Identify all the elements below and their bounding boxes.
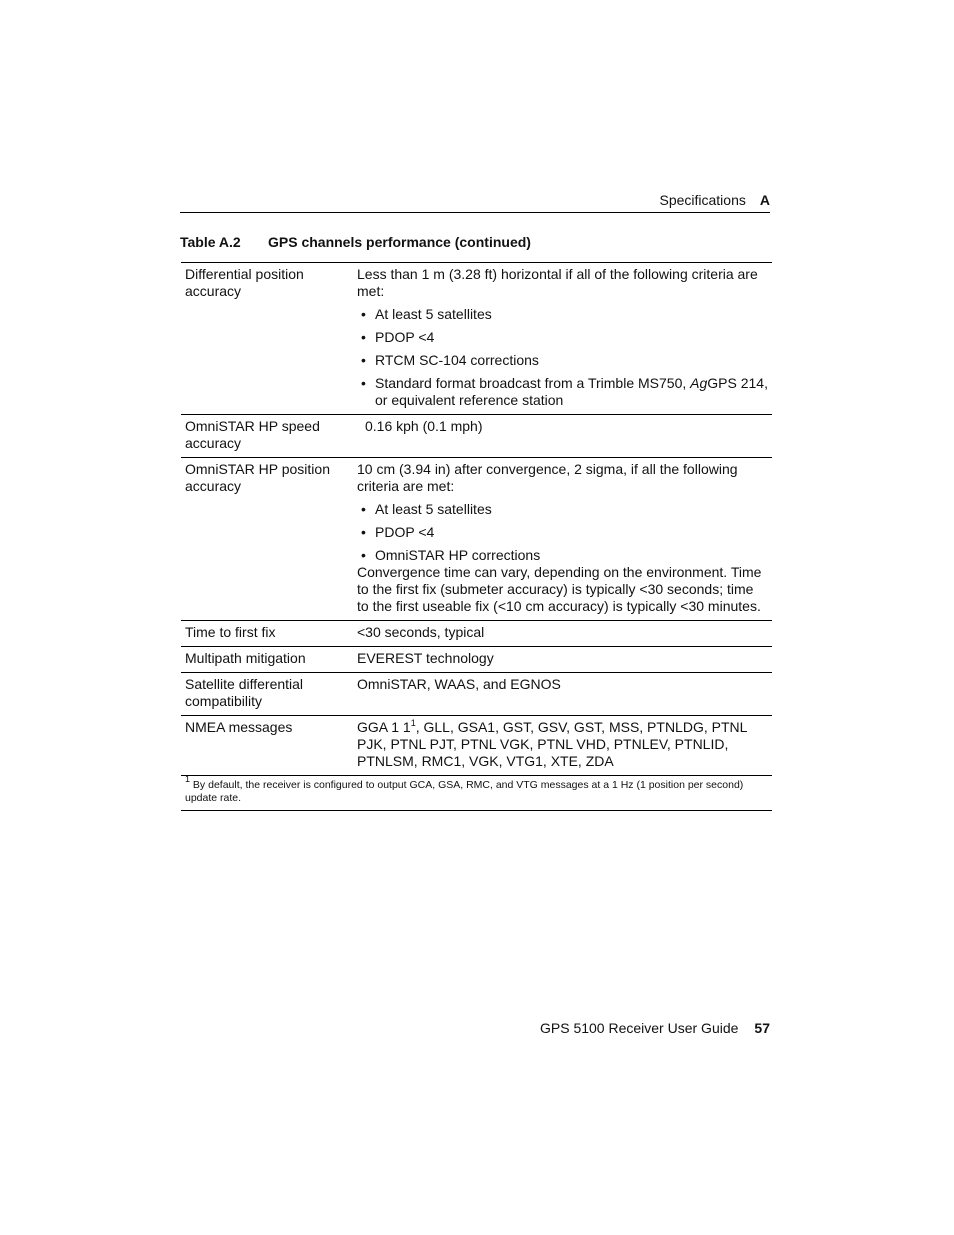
- table-row: [181, 716, 772, 776]
- table-row: [181, 263, 772, 415]
- list-item: • At least 5 satellites: [361, 306, 492, 322]
- list-item: • PDOP <4: [361, 524, 435, 540]
- footnote-reference: 1: [410, 718, 416, 728]
- convergence-note: Convergence time can vary, depending on the environment. Time to the first fix (submeter accuracy) is typically <30 seconds; time to the first useable fix (<10 cm accuracy) is typically <30 minutes.: [357, 564, 762, 614]
- row-intro: 10 cm (3.94 in) after convergence, 2 sigma, if all the following criteria are met:: [357, 461, 738, 494]
- table-row: [181, 673, 772, 716]
- bullet-icon: •: [361, 306, 366, 322]
- header-section: Specifications: [659, 192, 746, 208]
- table-row: [181, 458, 772, 621]
- table-footnote-row: [181, 776, 772, 811]
- row-intro: Less than 1 m (3.28 ft) horizontal if all of the following criteria are met:: [357, 266, 758, 299]
- criteria-list: [357, 306, 768, 409]
- row-label: OmniSTAR HP position accuracy: [181, 458, 353, 621]
- row-value: GGA 1 $1^1$, GLL, GSA1, GST, GSV, GST, MSS, PTNLDG, PTNL PJK, PTNL PJT, PTNL VGK, PTNL VHD, PTNLEV, PTNLID, PTNLSM, RMC1, VGK, VTG1, XTE, ZDA: [353, 716, 772, 776]
- table-row: [181, 647, 772, 673]
- specifications-table: [181, 262, 772, 811]
- table-caption: [180, 234, 531, 250]
- bullet-icon: •: [361, 352, 366, 368]
- row-value: OmniSTAR, WAAS, and EGNOS: [353, 673, 772, 716]
- table-title: GPS channels performance (continued): [268, 234, 531, 250]
- row-value: <30 seconds, typical: [353, 621, 772, 647]
- row-label: Multipath mitigation: [181, 647, 353, 673]
- row-label: Differential position accuracy: [181, 263, 353, 415]
- bullet-icon: •: [361, 375, 366, 391]
- bullet-icon: •: [361, 547, 366, 563]
- row-label: OmniSTAR HP speed accuracy: [181, 415, 353, 458]
- page-number: 57: [754, 1020, 770, 1036]
- bullet-icon: •: [361, 501, 366, 517]
- header-rule: [180, 212, 770, 213]
- list-item: • OmniSTAR HP corrections: [361, 547, 541, 563]
- row-value: [353, 263, 772, 415]
- table-row: [181, 621, 772, 647]
- footer-title: GPS 5100 Receiver User Guide: [539, 1020, 739, 1036]
- criteria-list: [357, 501, 768, 564]
- running-footer: [180, 1020, 770, 1036]
- header-appendix-letter: A: [759, 192, 770, 208]
- row-value: [353, 458, 772, 621]
- row-value: EVEREST technology: [353, 647, 772, 673]
- list-item: • Standard format broadcast from a Trimble MS750, AgGPS 214, or equivalent reference station: [361, 375, 768, 408]
- list-item: • PDOP <4: [361, 329, 435, 345]
- running-header: [180, 192, 770, 208]
- row-label: NMEA messages: [181, 716, 353, 776]
- footnote-mark: 1: [185, 774, 191, 784]
- row-value: 0.16 kph (0.1 mph): [353, 415, 772, 458]
- table-footnote: $^1$ By default, the receiver is configured to output GCA, GSA, RMC, and VTG messages at a 1 Hz (1 position per second) update rate.: [181, 776, 772, 811]
- bullet-icon: •: [361, 524, 366, 540]
- list-item: • RTCM SC-104 corrections: [361, 352, 539, 368]
- table-row: [181, 415, 772, 458]
- list-item: • At least 5 satellites: [361, 501, 492, 517]
- row-label: Satellite differential compatibility: [181, 673, 353, 716]
- row-label: Time to first fix: [181, 621, 353, 647]
- bullet-icon: •: [361, 329, 366, 345]
- table-number: Table A.2: [180, 234, 241, 250]
